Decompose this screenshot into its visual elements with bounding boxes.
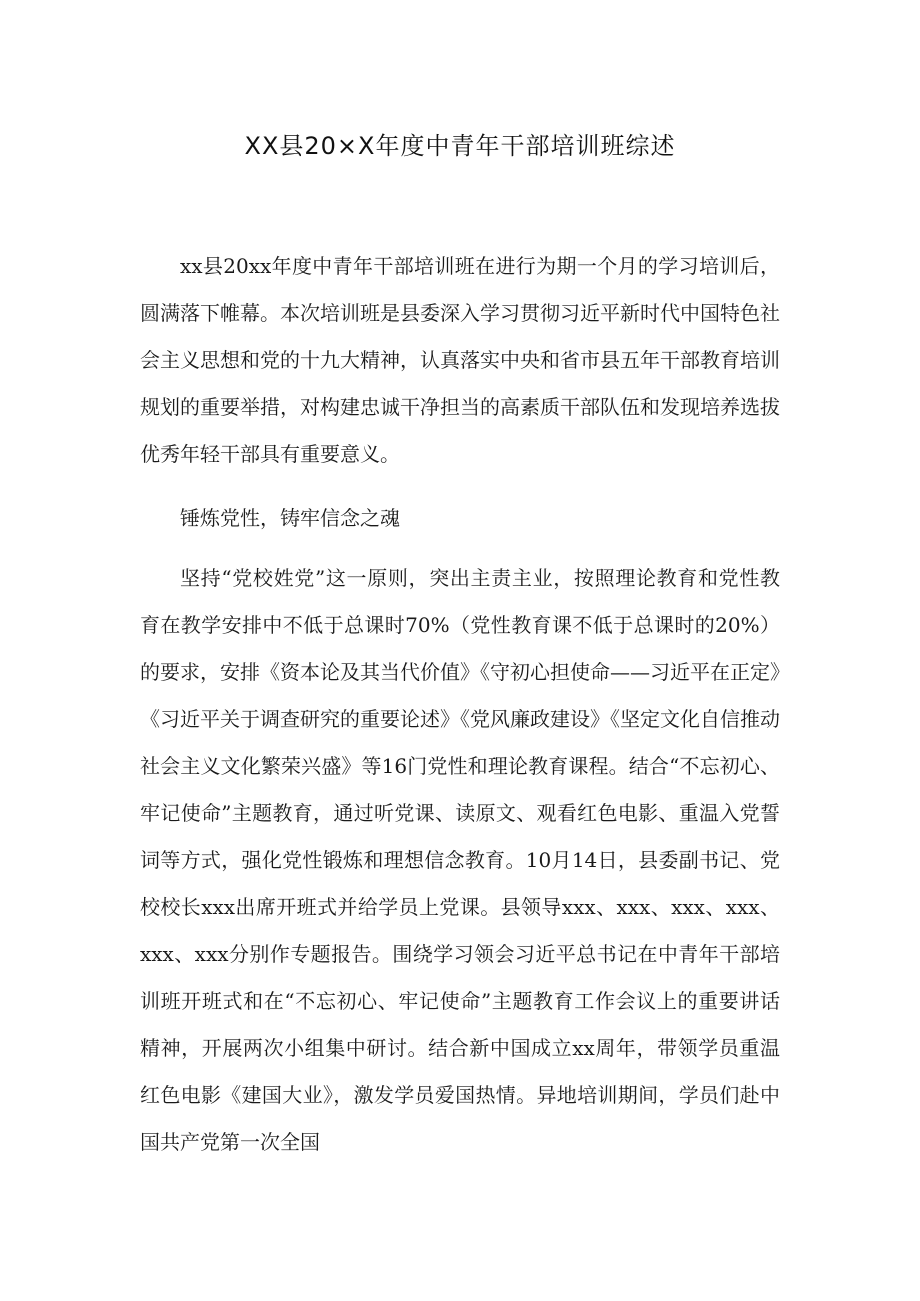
intro-paragraph: xx县20xx年度中青年干部培训班在进行为期一个月的学习培训后，圆满落下帷幕。本次培训班是县委深入学习贯彻习近平新时代中国特色社会主义思想和党的十九大精神，认真落实中央和省市县五年干部教育培训规划的重要举措，对构建忠诚干净担当的高素质干部队伍和发现培养选拔优秀年轻干部具有重要意义。 xyxy=(140,254,780,466)
body-paragraph: 坚持“党校姓党”这一原则，突出主责主业，按照理论教育和党性教育在教学安排中不低于总课时70%（党性教育课不低于总课时的20%）的要求，安排《资本论及其当代价值》《守初心担使命——习近平在正定》《习近平关于调查研究的重要论述》《党风廉政建设》《坚定文化自信推动社会主义文化繁荣兴盛》等16门党性和理论教育课程。结合“不忘初心、牢记使命”主题教育，通过听党课、读原文、观看红色电影、重温入党誓词等方式，强化党性锻炼和理想信念教育。10月14日，县委副书记、党校校长xxx出席开班式并给学员上党课。县领导xxx、xxx、xxx、xxx、xxx、xxx分别作专题报告。围绕学习领会习近平总书记在中青年干部培训班开班式和在“不忘初心、牢记使命”主题教育工作会议上的重要讲话精神，开展两次小组集中研讨。结合新中国成立xx周年，带领学员重温红色电影《建国大业》，激发学员爱国热情。异地培训期间，学员们赴中国共产党第一次全国 xyxy=(140,566,780,1154)
section-heading: 锤炼党性，铸牢信念之魂 xyxy=(180,506,400,530)
document-title: XX县20×X年度中青年干部培训班综述 xyxy=(244,132,676,160)
